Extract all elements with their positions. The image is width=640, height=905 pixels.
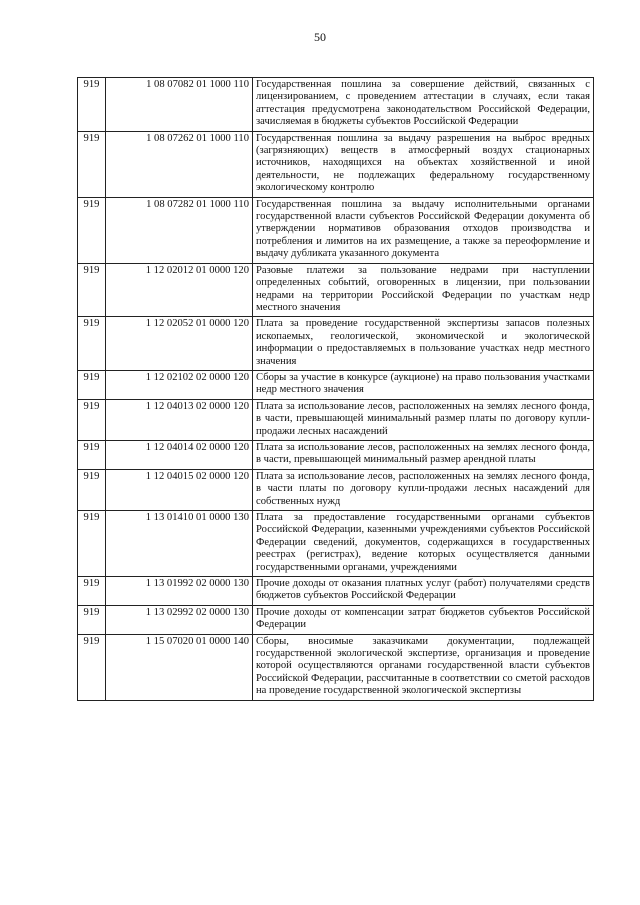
admin-code-cell: 919 [78,469,106,510]
table-row [78,634,594,700]
table-row [78,605,594,634]
table-row [78,197,594,263]
table-row [78,370,594,399]
table-row [78,440,594,469]
table-row [78,263,594,317]
admin-code-cell: 919 [78,263,106,317]
budget-classification-code-cell: 1 12 04015 02 0000 120 [106,469,253,510]
budget-classification-code-cell: 1 12 04014 02 0000 120 [106,440,253,469]
revenue-name-cell: Плата за использование лесов, расположенных на землях лесного фонда, в части, превышающей минимальный размер арендной платы [253,440,594,469]
budget-classification-code-cell: 1 08 07282 01 1000 110 [106,197,253,263]
admin-code-cell: 919 [78,317,106,371]
admin-code-cell: 919 [78,634,106,700]
admin-code-cell: 919 [78,78,106,132]
table-body [78,78,594,701]
revenue-name-cell: Государственная пошлина за выдачу разрешения на выброс вредных (загрязняющих) веществ в атмосферный воздух стационарных источников, находящихся на объектах хозяйственной и иной деятельности, не подлежащих федеральному государственному экологическому контролю [253,131,594,197]
table-row [78,469,594,510]
table-row [78,78,594,132]
admin-code-cell: 919 [78,399,106,440]
revenue-name-cell: Прочие доходы от оказания платных услуг (работ) получателями средств бюджетов субъектов Российской Федерации [253,577,594,606]
admin-code-cell: 919 [78,440,106,469]
budget-classification-code-cell: 1 13 01992 02 0000 130 [106,577,253,606]
admin-code-cell: 919 [78,131,106,197]
admin-code-cell: 919 [78,197,106,263]
page-number: 50 [314,30,326,44]
table-row [78,131,594,197]
revenue-name-cell: Плата за проведение государственной экспертизы запасов полезных ископаемых, геологической, экономической и экологической информации о предоставляемых в пользование участках недр местного значения [253,317,594,371]
revenue-name-cell: Разовые платежи за пользование недрами при наступлении определенных событий, оговоренных в лицензии, при пользовании недрами на территории Российской Федерации по участкам недр местного значения [253,263,594,317]
revenue-name-cell: Плата за использование лесов, расположенных на землях лесного фонда, в части, превышающей минимальный размер платы по договору купли-продажи лесных насаждений [253,399,594,440]
revenue-name-cell: Сборы за участие в конкурсе (аукционе) на право пользования участками недр местного значения [253,370,594,399]
table-row [78,317,594,371]
budget-classification-code-cell: 1 12 02102 02 0000 120 [106,370,253,399]
budget-classification-code-cell: 1 13 02992 02 0000 130 [106,605,253,634]
revenue-name-cell: Прочие доходы от компенсации затрат бюджетов субъектов Российской Федерации [253,605,594,634]
admin-code-cell: 919 [78,605,106,634]
revenue-name-cell: Сборы, вносимые заказчиками документации, подлежащей государственной экологической экспертизе, организация и проведение которой осуществляются органами государственной власти субъектов Российской Федерации, рассчитанные в соответствии со сметой расходов на проведение государственной экологической экспертизы [253,634,594,700]
table-row [78,511,594,577]
admin-code-cell: 919 [78,577,106,606]
admin-code-cell: 919 [78,511,106,577]
budget-classification-code-cell: 1 12 02052 01 0000 120 [106,317,253,371]
revenue-codes-table [77,77,594,701]
revenue-name-cell: Государственная пошлина за совершение действий, связанных с лицензированием, с проведением аттестации в случаях, если такая аттестация предусмотрена законодательством Российской Федерации, зачисляемая в бюджеты субъектов Российской Федерации [253,78,594,132]
table-row [78,577,594,606]
budget-classification-code-cell: 1 12 02012 01 0000 120 [106,263,253,317]
budget-classification-code-cell: 1 13 01410 01 0000 130 [106,511,253,577]
revenue-name-cell: Плата за предоставление государственными органами субъектов Российской Федерации, казенными учреждениями субъектов Российской Федерации сведений, документов, содержащихся в государственных реестрах (регистрах), ведение которых осуществляется данными государственными органами, учреждениями [253,511,594,577]
revenue-name-cell: Плата за использование лесов, расположенных на землях лесного фонда, в части платы по договору купли-продажи лесных насаждений для собственных нужд [253,469,594,510]
budget-classification-code-cell: 1 15 07020 01 0000 140 [106,634,253,700]
budget-classification-code-cell: 1 12 04013 02 0000 120 [106,399,253,440]
admin-code-cell: 919 [78,370,106,399]
budget-classification-code-cell: 1 08 07082 01 1000 110 [106,78,253,132]
budget-classification-code-cell: 1 08 07262 01 1000 110 [106,131,253,197]
revenue-name-cell: Государственная пошлина за выдачу исполнительными органами государственной власти субъектов Российской Федерации документа об утверждении нормативов образования отходов производства и потребления и лимитов на их размещение, а также за переоформление и выдачу дубликата указанного документа [253,197,594,263]
table-row [78,399,594,440]
